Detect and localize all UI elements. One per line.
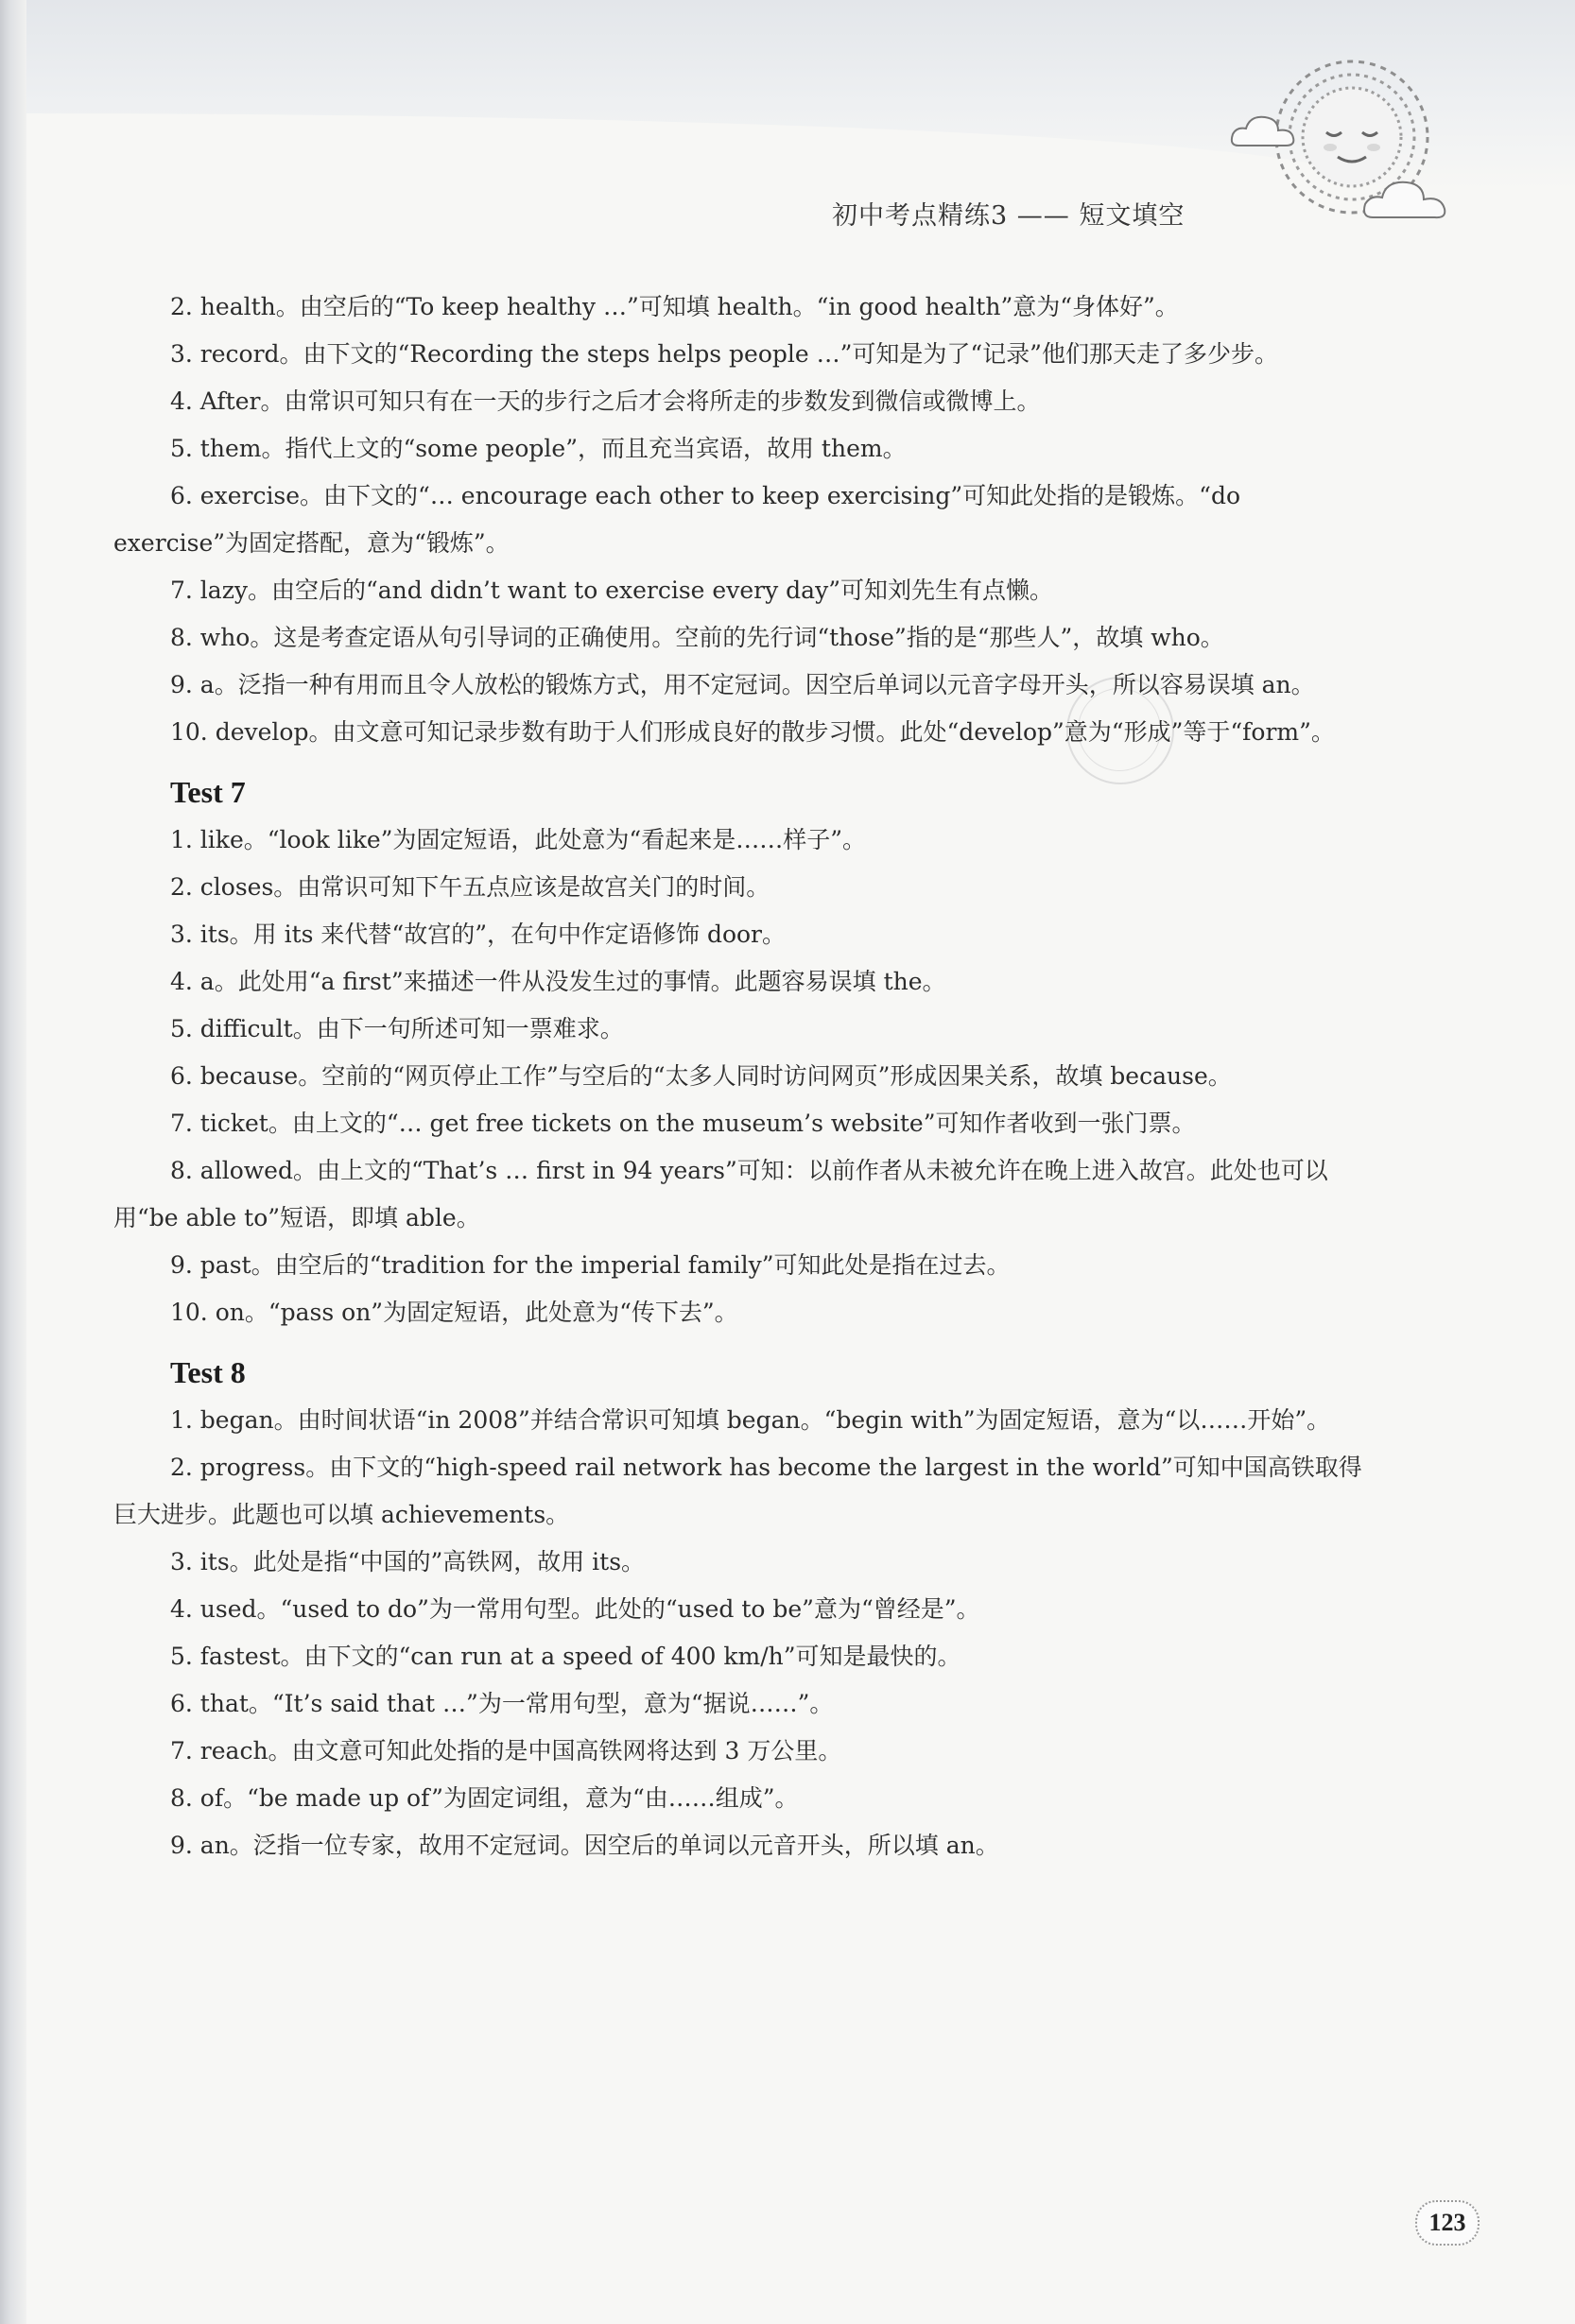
binding-edge: [0, 0, 26, 2324]
answer-content: [113, 284, 1380, 1869]
answer-item: 5. difficult。由下一句所述可知一票难求。: [170, 1015, 624, 1042]
answer-item: 7. lazy。由空后的“and didn’t want to exercise every day”可知刘先生有点懒。: [170, 577, 1053, 604]
answer-item: 3. its。此处是指“中国的”高铁网，故用 its。: [170, 1548, 646, 1575]
answer-item: 5. them。指代上文的“some people”，而且充当宾语，故用 them。: [170, 435, 907, 462]
answer-item: 7. reach。由文意可知此处指的是中国高铁网将达到 3 万公里。: [170, 1737, 842, 1765]
section-test-7: [113, 771, 1380, 1336]
answer-item: 2. health。由空后的“To keep healthy …”可知填 health。“in good health”意为“身体好”。: [170, 293, 1179, 320]
answer-item: 9. a。泛指一种有用而且令人放松的锻炼方式，用不定冠词。因空后单词以元音字母开头，所以容易误填 an。: [170, 671, 1315, 698]
test-heading: Test 7: [170, 775, 246, 809]
answer-item: 1. began。由时间状语“in 2008”并结合常识可知填 began。“begin with”为固定短语，意为“以……开始”。: [170, 1406, 1331, 1434]
answer-item: 5. fastest。由下文的“can run at a speed of 400 km/h”可知是最快的。: [170, 1643, 961, 1670]
answer-item: 4. After。由常识可知只有在一天的步行之后才会将所走的步数发到微信或微博上。: [170, 387, 1041, 415]
section-continued: [113, 284, 1380, 756]
header-title: 初中考点精练3 —— 短文填空: [832, 201, 1186, 231]
answer-item: 1. like。“look like”为固定短语，此处意为“看起来是……样子”。: [170, 826, 866, 853]
section-test-8: [113, 1351, 1380, 1869]
answer-item: 3. its。用 its 来代替“故宫的”，在句中作定语修饰 door。: [170, 921, 787, 948]
answer-item: 10. on。“pass on”为固定短语，此处意为“传下去”。: [170, 1299, 738, 1326]
answer-item: 9. past。由空后的“tradition for the imperial family”可知此处是指在过去。: [170, 1251, 1011, 1279]
answer-item: 6. that。“It’s said that …”为一常用句型，意为“据说……”。: [170, 1690, 834, 1717]
answer-item: 2. progress。由下文的“high-speed rail network has become the largest in the world”可知中国高铁取得巨大进步。此题也可以填 achievements。: [113, 1454, 1362, 1528]
page-number: 123: [1415, 2200, 1480, 2246]
cloud-icon: [1361, 176, 1456, 225]
answer-item: 8. allowed。由上文的“That’s … first in 94 years”可知：以前作者从未被允许在晚上进入故宫。此处也可以用“be able to”短语，即填 able。: [113, 1157, 1328, 1231]
answer-item: 10. develop。由文意可知记录步数有助于人们形成良好的散步习惯。此处“develop”意为“形成”等于“form”。: [170, 718, 1335, 746]
answer-item: 8. who。这是考查定语从句引导词的正确使用。空前的先行词“those”指的是“那些人”，故填 who。: [170, 624, 1224, 651]
answer-item: 9. an。泛指一位专家，故用不定冠词。因空后的单词以元音开头，所以填 an。: [170, 1832, 999, 1859]
answer-item: 4. used。“used to do”为一常用句型。此处的“used to be”意为“曾经是”。: [170, 1595, 980, 1623]
answer-item: 4. a。此处用“a first”来描述一件从没发生过的事情。此题容易误填 the。: [170, 968, 946, 995]
answer-item: 2. closes。由常识可知下午五点应该是故宫关门的时间。: [170, 873, 770, 901]
answer-item: 8. of。“be made up of”为固定词组，意为“由……组成”。: [170, 1784, 799, 1812]
test-heading: Test 8: [170, 1355, 246, 1389]
answer-item: 6. because。空前的“网页停止工作”与空后的“太多人同时访问网页”形成因果关系，故填 because。: [170, 1062, 1232, 1090]
answer-item: 7. ticket。由上文的“… get free tickets on the museum’s website”可知作者收到一张门票。: [170, 1110, 1196, 1137]
answer-item: 6. exercise。由下文的“… encourage each other to keep exercising”可知此处指的是锻炼。“do exercise”为固定搭配，意为“锻炼”。: [113, 482, 1240, 557]
answer-item: 3. record。由下文的“Recording the steps helps people …”可知是为了“记录”他们那天走了多少步。: [170, 340, 1278, 368]
cloud-icon: [1229, 112, 1305, 151]
